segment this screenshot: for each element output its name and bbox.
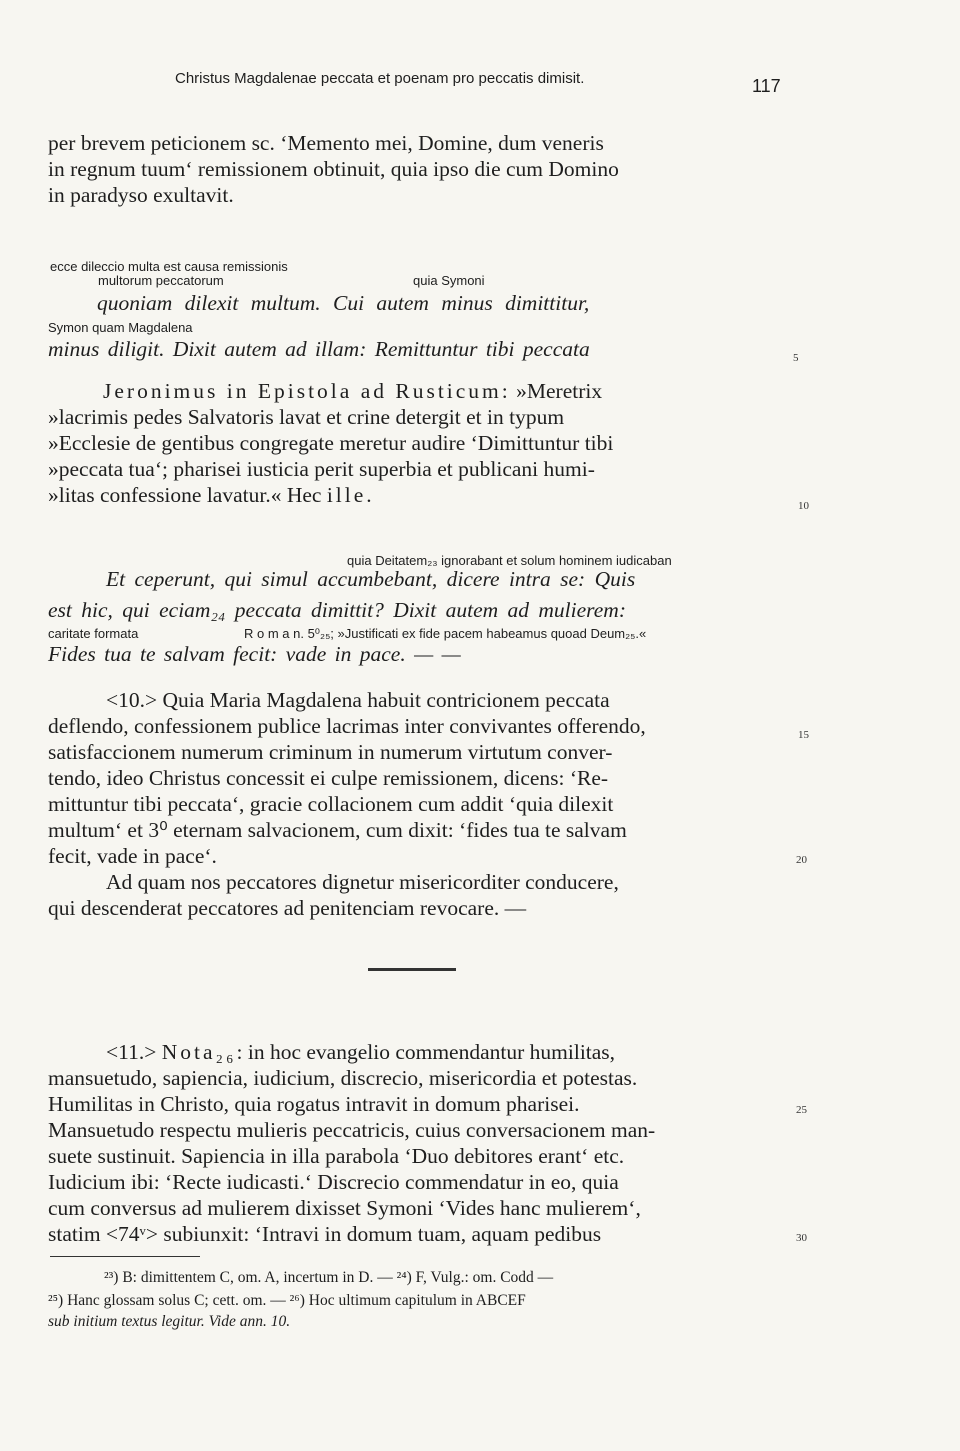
gloss-line: quia Symoni [413,273,485,288]
gloss-line: quia Deitatem₂₃ ignorabant et solum hominem iudicaban [347,553,672,568]
text-line: <10.> Quia Maria Magdalena habuit contricionem peccata [106,688,610,712]
text-line: satisfaccionem numerum criminum in numerum virtutum conver- [48,740,613,764]
line-number: 25 [796,1104,807,1116]
footnote-line: sub initium textus legitur. Vide ann. 10. [48,1313,291,1330]
gloss-line: multorum peccatorum [98,273,224,288]
text-line: Iudicium ibi: ‘Recte iudicasti.‘ Discrecio commendatur in eo, quia [48,1170,619,1194]
line-number: 10 [798,500,809,512]
text-line: mittuntur tibi peccata‘, gracie collacionem cum addit ‘quia dilexit [48,792,614,816]
running-title: Christus Magdalenae peccata et poenam pro peccatis dimisit. [175,70,585,87]
text-line: deflendo, confessionem publice lacrimas inter convivantes offerendo, [48,714,646,738]
gospel-line: quoniam dilexit multum. Cui autem minus dimittitur, [97,291,590,315]
footnote-line: ²⁵) Hanc glossam solus C; cett. om. — ²⁶) Hoc ultimum capitulum in ABCEF [48,1292,526,1309]
section-marker: <11.> [106,1040,162,1064]
quotation-line: »Ecclesie de gentibus congregate meretur audire ‘Dimittuntur tibi [48,431,614,455]
text-line: mansuetudo, sapiencia, iudicium, discrecio, misericordia et potestas. [48,1066,638,1090]
text-line: cum conversus ad mulierem dixisset Symoni ‘Vides hanc mulierem‘, [48,1196,641,1220]
text-line: fecit, vade in pace‘. [48,844,217,868]
text-line: tendo, ideo Christus concessit ei culpe remissionem, dicens: ‘Re- [48,766,609,790]
gospel-line: Fides tua te salvam fecit: vade in pace. — — [48,642,461,666]
text-line: in regnum tuum‘ remissionem obtinuit, quia ipso die cum Domino [48,157,619,181]
quotation-close: ille. [326,483,375,507]
text-line: Ad quam nos peccatores dignetur misericorditer conducere, [106,870,619,894]
section-divider [368,968,456,971]
quotation-line: »lacrimis pedes Salvatoris lavat et crine detergit et in typum [48,405,565,429]
line-number: 20 [796,854,807,866]
quotation-line: »peccata tua‘; pharisei iusticia perit superbia et publicani humi- [48,457,595,481]
gospel-line: minus diligit. Dixit autem ad illam: Remittuntur tibi peccata [48,337,590,361]
text-segment: : in hoc evangelio commendantur humilitas, [236,1040,616,1064]
text-line: Humilitas in Christo, quia rogatus intravit in domum pharisei. [48,1092,580,1116]
text-line: suete sustinuit. Sapiencia in illa parabola ‘Duo debitores erant‘ etc. [48,1144,625,1168]
quotation-line [48,484,375,507]
text-line [106,1041,615,1064]
gloss-line: Symon quam Magdalena [48,320,193,335]
quotation-text: »Meretrix [516,379,603,403]
gospel-line: Et ceperunt, qui simul accumbebant, dicere intra se: Quis [106,567,636,591]
gloss-line: caritate formata [48,626,139,641]
nota-label: Nota₂₆ [161,1040,237,1064]
line-number: 15 [798,729,809,741]
text-line: qui descenderat peccatores ad penitenciam revocare. — [48,896,527,920]
text-line: per brevem peticionem sc. ‘Memento mei, Domine, dum veneris [48,131,604,155]
text-line: statim <74ᵛ> subiunxit: ‘Intravi in domum tuam, aquam pedibus [48,1222,602,1246]
text-line: in paradyso exultavit. [48,183,234,207]
footnote-rule [50,1256,200,1257]
text-line: Mansuetudo respectu mulieris peccatricis, cuius conversacionem man- [48,1118,656,1142]
line-number: 30 [796,1232,807,1244]
footnote-line: ²³) B: dimittentem C, om. A, incertum in D. — ²⁴) F, Vulg.: om. Codd — [104,1269,554,1286]
text-line: multum‘ et 3⁰ eternam salvacionem, cum dixit: ‘fides tua te salvam [48,818,627,842]
gloss-line: ecce dileccio multa est causa remissionis [50,259,288,274]
quotation-text: »litas confessione lavatur.« Hec [48,483,327,507]
gospel-line: est hic, qui eciam₂₄ peccata dimittit? Dixit autem ad mulierem: [48,598,626,622]
page-number: 117 [752,76,781,96]
quotation-source: Jeronimus in Epistola ad Rusticum: [103,379,511,403]
quotation-line [103,380,602,403]
line-number: 5 [793,352,799,364]
gloss-line: R o m a n. 5⁰₂₅; »Justificati ex fide pacem habeamus quoad Deum₂₅.« [244,626,647,641]
